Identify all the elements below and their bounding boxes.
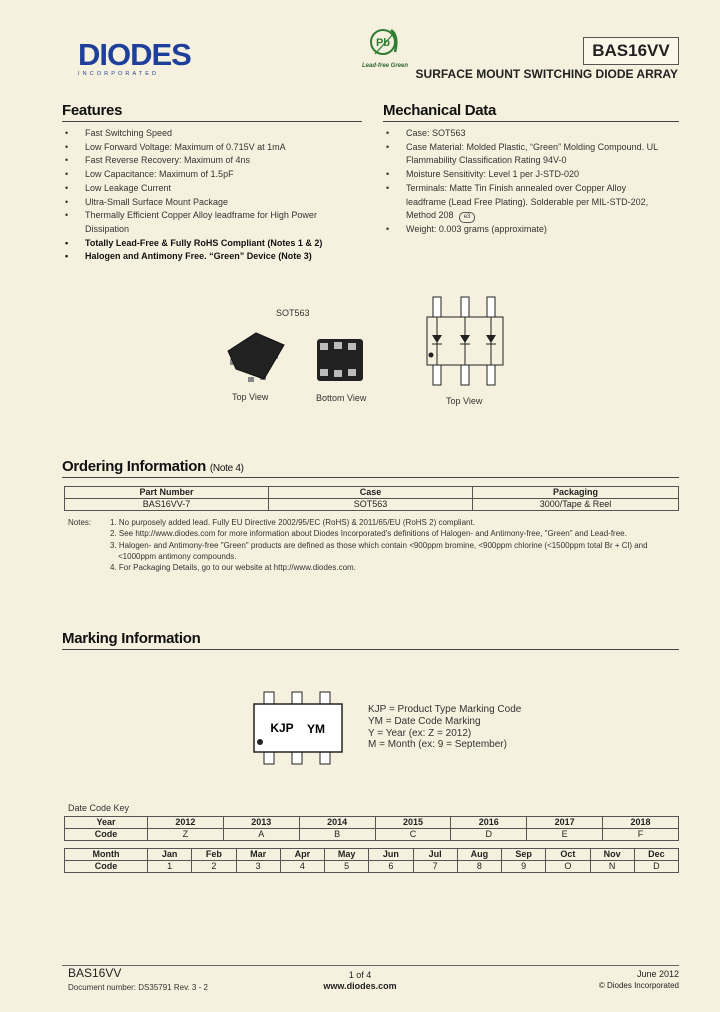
ordering-header-row (65, 487, 679, 499)
ordering-section (62, 458, 679, 511)
mechanical-item: • Moisture Sensitivity: Level 1 per J-STD-020 (383, 168, 679, 182)
date-code-key-label: Date Code Key (68, 803, 130, 813)
ordering-col-header: Part Number (65, 487, 269, 499)
e3-icon: e3 (459, 212, 475, 223)
ordering-title (62, 458, 679, 478)
lead-free-green-badge (360, 26, 410, 69)
month-cell: Oct (546, 849, 590, 861)
year-code-row-label: Code (65, 829, 148, 841)
diode-array-schematic (415, 295, 515, 391)
month-cell: Jun (369, 849, 413, 861)
logo-subtext: INCORPORATED (78, 71, 160, 77)
mechanical-title: Mechanical Data (383, 102, 679, 122)
note-item: 2. See http://www.diodes.com for more information about Diodes Incorporated's definitions of Halogen- and Antimony-free, "Green" and Lead-free. (110, 529, 627, 539)
mechanical-list (383, 127, 679, 237)
month-code-cell: 8 (457, 861, 501, 873)
month-code-cell: 3 (236, 861, 280, 873)
year-code-row (65, 829, 679, 841)
month-code-cell: 1 (148, 861, 192, 873)
feature-item: • Low Forward Voltage: Maximum of 0.715V at 1mA (62, 141, 362, 155)
legend-item: KJP = Product Type Marking Code (368, 704, 522, 715)
terminals-text: Terminals: Matte Tin Finish annealed over Copper Alloy leadframe (Lead Free Plating). Solderable per MIL-STD-202, Method 208 (406, 182, 649, 221)
month-cell: Jan (148, 849, 192, 861)
feature-item: • Fast Reverse Recovery: Maximum of 4ns (62, 154, 362, 168)
features-section (62, 102, 362, 264)
legend-item: M = Month (ex: 9 = September) (368, 739, 507, 751)
feature-item-bold: • Totally Lead-Free & Fully RoHS Compliant (Notes 1 & 2) (62, 237, 362, 251)
mechanical-item (383, 182, 679, 223)
year-row (65, 817, 679, 829)
ordering-table (64, 486, 679, 511)
month-code-cell: O (546, 861, 590, 873)
ordering-title-text: Ordering Information (62, 458, 207, 475)
year-cell: 2014 (299, 817, 375, 829)
ordering-row (65, 499, 679, 511)
footer-copyright: © Diodes Incorporated (598, 981, 679, 990)
month-cell: Dec (634, 849, 678, 861)
month-code-table (64, 848, 679, 873)
ordering-col-header: Packaging (473, 487, 679, 499)
note-item: 4. For Packaging Details, go to our website at http://www.diodes.com. (110, 563, 356, 573)
month-code-cell: N (590, 861, 634, 873)
marking-section (62, 630, 679, 650)
month-cell: Apr (280, 849, 324, 861)
ordering-note-ref: (Note 4) (209, 463, 244, 474)
mechanical-item: • Case Material: Molded Plastic, “Green” Molding Compound. UL Flammability Classification Rating 94V-0 (383, 141, 679, 168)
footer-page: 1 of 4 (348, 970, 372, 980)
year-cell: 2016 (451, 817, 527, 829)
package-top-view-image (228, 333, 284, 382)
year-cell: 2012 (148, 817, 224, 829)
feature-item: • Low Leakage Current (62, 182, 362, 196)
year-row-label: Year (65, 817, 148, 829)
note-item: <1000ppm antimony compounds. (118, 551, 237, 561)
feature-item: • Ultra-Small Surface Mount Package (62, 196, 362, 210)
month-code-cell: 4 (280, 861, 324, 873)
top-view-caption: Top View (232, 392, 269, 402)
mechanical-section (383, 102, 679, 237)
year-code-cell: B (299, 829, 375, 841)
package-bottom-view-image (317, 339, 363, 381)
ordering-cell: BAS16VV-7 (65, 499, 269, 511)
marking-legend (368, 704, 521, 751)
feature-item: • Low Capacitance: Maximum of 1.5pF (62, 168, 362, 182)
feature-item: • Fast Switching Speed (62, 127, 362, 141)
month-code-cell: D (634, 861, 678, 873)
year-cell: 2013 (223, 817, 299, 829)
month-cell: Sep (502, 849, 546, 861)
lead-free-label: Lead-free Green (361, 63, 409, 69)
bottom-view-caption: Bottom View (316, 393, 367, 403)
chip-code-text: KJP (270, 721, 294, 735)
mechanical-item: • Case: SOT563 (383, 127, 679, 141)
month-code-row (65, 861, 679, 873)
month-code-cell: 9 (502, 861, 546, 873)
document-subtitle: SURFACE MOUNT SWITCHING DIODE ARRAY (415, 67, 678, 81)
year-code-cell: C (375, 829, 451, 841)
month-cell: May (325, 849, 369, 861)
month-code-cell: 5 (325, 861, 369, 873)
lead-free-icon (365, 26, 405, 60)
footer-part: BAS16VV (68, 966, 122, 980)
month-cell: Jul (413, 849, 457, 861)
part-number-box: BAS16VV (583, 37, 679, 65)
footer-website-link[interactable]: www.diodes.com (323, 981, 397, 991)
package-images (220, 325, 380, 395)
note-item: 3. Halogen- and Antimony-free "Green" products are defined as those which contain <900ppm bromine, <900ppm chlorine (<1500ppm total Br + Cl) and (110, 540, 648, 550)
year-code-cell: D (451, 829, 527, 841)
chip-date-text: YM (307, 722, 325, 736)
pb-symbol: Pb (375, 37, 391, 49)
marking-chip-diagram (252, 690, 352, 770)
month-code-row-label: Code (65, 861, 148, 873)
features-list (62, 127, 362, 264)
ordering-cell: SOT563 (269, 499, 473, 511)
footer-date: June 2012 (636, 969, 679, 979)
month-code-cell: 7 (413, 861, 457, 873)
ordering-cell: 3000/Tape & Reel (473, 499, 679, 511)
year-code-cell: F (603, 829, 679, 841)
year-code-cell: A (223, 829, 299, 841)
ordering-col-header: Case (269, 487, 473, 499)
year-cell: 2018 (603, 817, 679, 829)
year-code-cell: E (527, 829, 603, 841)
feature-item: • Thermally Efficient Copper Alloy leadframe for High Power Dissipation (62, 209, 362, 236)
year-cell: 2015 (375, 817, 451, 829)
marking-title: Marking Information (62, 630, 679, 650)
feature-item-bold: • Halogen and Antimony Free. “Green” Device (Note 3) (62, 250, 362, 264)
diodes-logo (78, 37, 191, 77)
month-code-cell: 2 (192, 861, 236, 873)
package-name-label: SOT563 (276, 308, 310, 318)
month-cell: Mar (236, 849, 280, 861)
year-code-table (64, 816, 679, 841)
note-item: 1. No purposely added lead. Fully EU Directive 2002/95/EC (RoHS) & 2011/65/EU (RoHS 2) compliant. (110, 518, 475, 527)
footer-doc-number: Document number: DS35791 Rev. 3 - 2 (68, 983, 208, 992)
notes-label: Notes: (68, 518, 92, 527)
footer-rule (62, 965, 679, 966)
year-code-cell: Z (148, 829, 224, 841)
logo-text: DIODES (78, 37, 191, 72)
month-row (65, 849, 679, 861)
features-title: Features (62, 102, 362, 122)
month-code-cell: 6 (369, 861, 413, 873)
month-row-label: Month (65, 849, 148, 861)
legend-item: Y = Year (ex: Z = 2012) (368, 727, 472, 739)
legend-item: YM = Date Code Marking (368, 715, 481, 727)
month-cell: Feb (192, 849, 236, 861)
month-cell: Nov (590, 849, 634, 861)
year-cell: 2017 (527, 817, 603, 829)
schematic-caption: Top View (446, 396, 483, 406)
mechanical-item: • Weight: 0.003 grams (approximate) (383, 223, 679, 237)
month-cell: Aug (457, 849, 501, 861)
notes-list (110, 517, 680, 573)
